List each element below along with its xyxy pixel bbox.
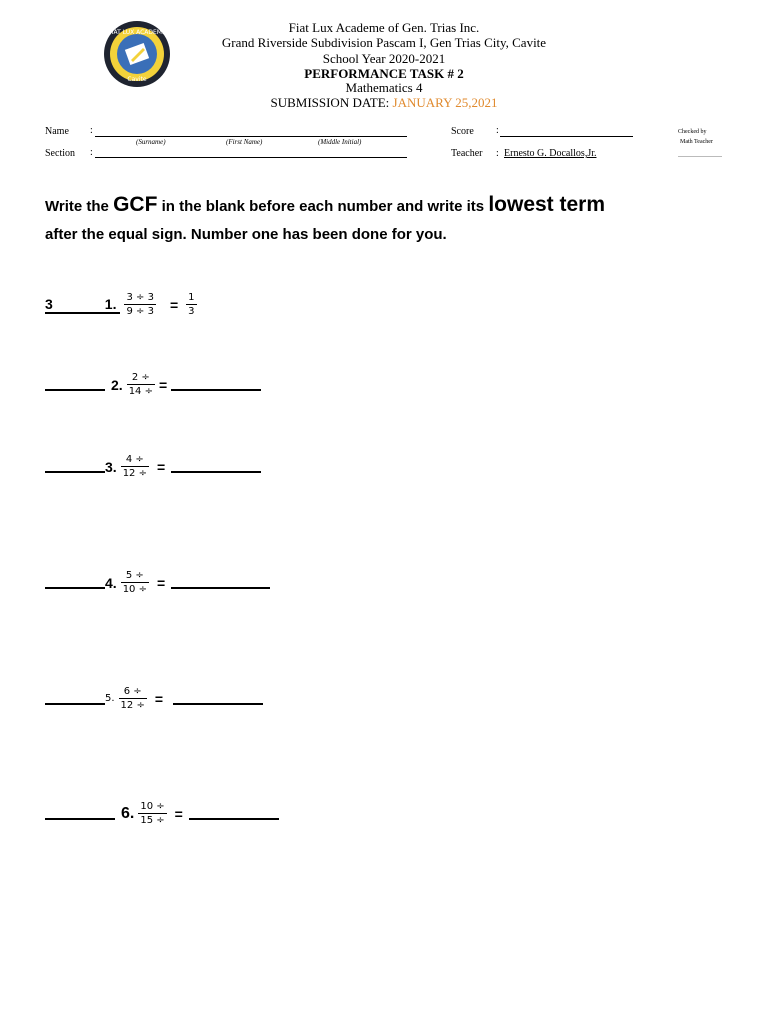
- instructions-text-2: in the blank before each number and write its: [161, 198, 485, 215]
- item-4-numerator: 5 ÷: [125, 570, 144, 581]
- item-4-number: 4.: [105, 574, 117, 591]
- item-5-numerator: 6 ÷: [123, 686, 142, 697]
- item-2-fraction: [127, 372, 155, 397]
- item-4-denominator: 10 ÷: [122, 584, 147, 595]
- score-label: Score: [451, 126, 474, 137]
- checked-by-role: Math Teacher: [680, 139, 713, 145]
- surname-hint: (Surname): [136, 138, 166, 146]
- item-5-denominator: 12 ÷: [120, 700, 145, 711]
- item-6-number: 6.: [121, 804, 135, 822]
- item-1-result-denominator: 3: [188, 306, 195, 317]
- item-1-number: 1.: [104, 295, 117, 312]
- item-5-lowest-term-blank[interactable]: [173, 693, 263, 705]
- checked-by-label: Checked by: [678, 129, 707, 135]
- teacher-colon: :: [496, 148, 499, 159]
- item-1-result: [186, 292, 196, 317]
- item-1-result-numerator: 1: [188, 292, 195, 303]
- item-1-denominator: 9 ÷ 3: [126, 306, 154, 317]
- item-6-equals: =: [174, 805, 183, 822]
- item-6-numerator: 10 ÷: [140, 801, 165, 812]
- submission-date: JANUARY 25,2021: [392, 95, 498, 110]
- instructions-line-1: [45, 190, 735, 222]
- item-5-gcf-blank[interactable]: [45, 693, 105, 705]
- item-2-gcf-blank[interactable]: [45, 379, 105, 391]
- item-6-fraction: [138, 801, 166, 826]
- section-field[interactable]: [95, 157, 407, 158]
- instructions-gcf: GCF: [113, 193, 158, 216]
- teacher-label: Teacher: [451, 148, 483, 159]
- item-3-numerator: 4 ÷: [125, 454, 144, 465]
- item-3-denominator: 12 ÷: [122, 468, 147, 479]
- item-6-denominator: 15 ÷: [140, 815, 165, 826]
- name-field[interactable]: [95, 136, 407, 137]
- submission-line: [0, 95, 768, 110]
- item-2-equals: =: [158, 376, 168, 393]
- middle-initial-hint: (Middle Initial): [318, 138, 362, 146]
- instructions-lowest-term: lowest term: [488, 193, 606, 216]
- item-3: [45, 454, 261, 479]
- instructions-text-1: Write the: [45, 198, 109, 215]
- item-2-lowest-term-blank[interactable]: [171, 379, 261, 391]
- teacher-name: Ernesto G. Docallos,Jr.: [504, 148, 597, 159]
- logo-text-bottom: Cavite: [127, 76, 147, 83]
- item-2-number: 2.: [111, 376, 123, 393]
- item-3-lowest-term-blank[interactable]: [171, 461, 261, 473]
- item-6-lowest-term-blank[interactable]: [189, 808, 279, 820]
- item-1-answer: 3: [45, 295, 53, 312]
- item-2-denominator: 14 ÷: [128, 386, 153, 397]
- item-6-gcf-blank[interactable]: [45, 808, 115, 820]
- score-colon: :: [496, 125, 499, 136]
- item-5: [45, 686, 263, 711]
- submission-label: SUBMISSION DATE:: [270, 95, 390, 110]
- item-4-lowest-term-blank[interactable]: [171, 577, 270, 589]
- school-address: Grand Riverside Subdivision Pascam I, Gen Trias City, Cavite: [221, 35, 547, 50]
- name-colon: :: [90, 125, 93, 136]
- subject: Mathematics 4: [345, 80, 423, 95]
- first-name-hint: (First Name): [226, 138, 263, 146]
- item-1-fraction: [124, 292, 155, 317]
- item-5-fraction: [119, 686, 147, 711]
- item-1-answer-blank: [45, 296, 120, 314]
- item-3-number: 3.: [105, 458, 117, 475]
- score-field[interactable]: [500, 136, 633, 137]
- item-4-gcf-blank[interactable]: [45, 577, 105, 589]
- item-5-equals: =: [154, 690, 164, 707]
- item-1: [45, 292, 201, 317]
- item-6: [45, 801, 279, 826]
- item-4-fraction: [121, 570, 149, 595]
- task-title: PERFORMANCE TASK # 2: [304, 66, 464, 81]
- item-3-fraction: [121, 454, 149, 479]
- item-3-equals: =: [156, 458, 166, 475]
- item-4: [45, 570, 270, 595]
- item-1-numerator: 3 ÷ 3: [126, 292, 154, 303]
- section-label: Section: [45, 148, 75, 159]
- item-2-numerator: 2 ÷: [131, 372, 150, 383]
- school-name: Fiat Lux Academe of Gen. Trias Inc.: [288, 20, 480, 35]
- item-3-gcf-blank[interactable]: [45, 461, 105, 473]
- item-4-equals: =: [156, 574, 166, 591]
- logo-text-top: FIAT LUX ACADEME: [108, 29, 166, 36]
- item-2: [45, 372, 261, 397]
- item-1-equals: =: [169, 296, 179, 313]
- section-colon: :: [90, 147, 93, 158]
- name-label: Name: [45, 126, 69, 137]
- checked-by-signature-line: [678, 156, 722, 157]
- item-5-number: 5.: [105, 693, 115, 704]
- instructions-line-2: after the equal sign. Number one has been done for you.: [45, 226, 447, 243]
- school-year: School Year 2020-2021: [322, 51, 446, 66]
